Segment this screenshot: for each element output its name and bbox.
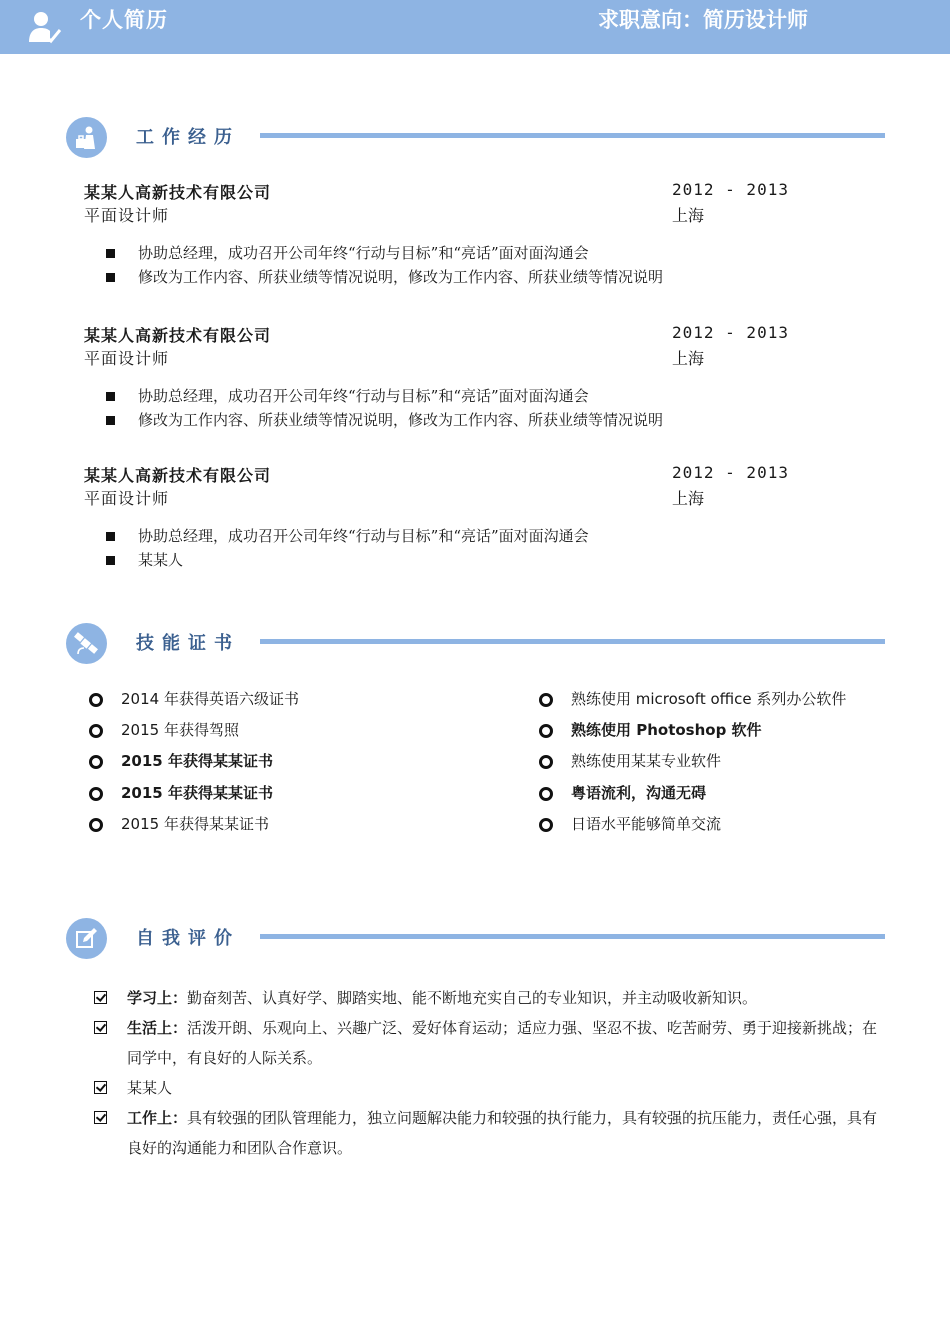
evaluation-list (92, 983, 882, 1163)
bullet-text: 协助总经理，成功召开公司年终“行动与目标”和“亮话”面对面沟通会 (138, 527, 589, 545)
skill-text: 熟练使用某某专业软件 (571, 752, 722, 771)
skills-column-right (538, 686, 846, 842)
skill-item (88, 717, 299, 748)
evaluation-item (92, 983, 882, 1013)
skill-item (538, 686, 846, 717)
section-header-skills (66, 623, 886, 665)
section-header-evaluation (66, 918, 886, 960)
edit-icon (74, 926, 99, 951)
evaluation-label: 学习上： (127, 989, 188, 1007)
ring-bullet-icon (89, 818, 103, 832)
job-period: 2012 - 2013 (672, 463, 789, 482)
skill-item (538, 717, 846, 748)
bullet-text: 某某人 (138, 551, 184, 569)
evaluation-text: 勤奋刻苦、认真好学、脚踏实地、能不断地充实自己的专业知识，并主动吸收新知识。 (187, 989, 758, 1007)
job-role: 平面设计师 (84, 349, 170, 368)
section-title: 技能证书 (136, 633, 240, 654)
square-bullet-icon (106, 416, 115, 425)
evaluation-label: 工作上： (127, 1109, 188, 1127)
section-title: 工作经历 (136, 127, 240, 148)
skill-text: 2015 年获得某某证书 (121, 814, 269, 833)
bullet-item (104, 241, 663, 265)
checkbox-checked-icon (94, 1081, 107, 1094)
skills-column-left (88, 686, 299, 842)
section-rule (260, 133, 885, 138)
job-role: 平面设计师 (84, 206, 170, 225)
ring-bullet-icon (89, 693, 103, 707)
job-intent: 求职意向：简历设计师 (598, 8, 808, 32)
skill-text: 日语水平能够简单交流 (571, 814, 722, 833)
evaluation-item (92, 1103, 882, 1163)
bullet-item (104, 524, 589, 548)
evaluation-label: 生活上： (127, 1019, 188, 1037)
header-bar (0, 0, 950, 54)
ring-bullet-icon (539, 755, 553, 769)
skill-text: 2015 年获得某某证书 (121, 783, 273, 802)
section-icon-badge (66, 117, 107, 158)
evaluation-item (92, 1073, 882, 1103)
section-header-work (66, 117, 886, 159)
ring-bullet-icon (89, 724, 103, 738)
company-name: 某某人高新技术有限公司 (84, 466, 272, 485)
skill-text: 熟练使用 microsoft office 系列办公软件 (571, 690, 847, 708)
skill-item (88, 811, 299, 842)
skill-text: 2015 年获得驾照 (121, 721, 239, 740)
square-bullet-icon (106, 556, 115, 565)
section-title: 自我评价 (136, 928, 240, 949)
job-role: 平面设计师 (84, 489, 170, 508)
skill-text: 熟练使用 Photoshop 软件 (571, 721, 762, 740)
job-bullets (104, 241, 663, 289)
square-bullet-icon (106, 273, 115, 282)
job-period: 2012 - 2013 (672, 180, 789, 199)
skill-item (88, 780, 299, 811)
bullet-item (104, 384, 663, 408)
skill-text: 粤语流利，沟通无碍 (571, 783, 707, 802)
ring-bullet-icon (539, 787, 553, 801)
bullet-text: 协助总经理，成功召开公司年终“行动与目标”和“亮话”面对面沟通会 (138, 387, 589, 405)
skill-item (538, 748, 846, 779)
section-icon-badge (66, 918, 107, 959)
ring-bullet-icon (89, 755, 103, 769)
job-city: 上海 (672, 489, 705, 508)
evaluation-text: 某某人 (127, 1079, 173, 1097)
evaluation-item (92, 1013, 882, 1073)
bullet-item (104, 265, 663, 289)
ring-bullet-icon (539, 693, 553, 707)
skill-text: 2014 年获得英语六级证书 (121, 690, 299, 708)
skill-item (538, 780, 846, 811)
section-icon-badge (66, 623, 107, 664)
briefcase-person-icon (74, 125, 99, 150)
user-check-icon (26, 9, 62, 45)
bullet-text: 协助总经理，成功召开公司年终“行动与目标”和“亮话”面对面沟通会 (138, 244, 589, 262)
evaluation-text: 活泼开朗、乐观向上、兴趣广泛、爱好体育运动；适应力强、坚忍不拔、吃苦耐劳、勇于迎接新挑战；在同学中，有良好的人际关系。 (127, 1019, 878, 1067)
ring-bullet-icon (539, 724, 553, 738)
square-bullet-icon (106, 392, 115, 401)
square-bullet-icon (106, 249, 115, 258)
skill-item (88, 748, 299, 779)
satellite-icon (74, 631, 99, 656)
section-rule (260, 639, 885, 644)
job-bullets (104, 384, 663, 432)
skill-text: 2015 年获得某某证书 (121, 752, 273, 771)
job-city: 上海 (672, 206, 705, 225)
bullet-item (104, 408, 663, 432)
section-rule (260, 934, 885, 939)
job-city: 上海 (672, 349, 705, 368)
company-name: 某某人高新技术有限公司 (84, 183, 272, 202)
ring-bullet-icon (539, 818, 553, 832)
evaluation-text: 具有较强的团队管理能力，独立问题解决能力和较强的执行能力，具有较强的抗压能力，责任心强，具有良好的沟通能力和团队合作意识。 (127, 1109, 878, 1157)
ring-bullet-icon (89, 787, 103, 801)
checkbox-checked-icon (94, 1021, 107, 1034)
skill-item (88, 686, 299, 717)
page-title: 个人简历 (80, 8, 168, 32)
job-period: 2012 - 2013 (672, 323, 789, 342)
bullet-item (104, 548, 589, 572)
job-bullets (104, 524, 589, 572)
bullet-text: 修改为工作内容、所获业绩等情况说明，修改为工作内容、所获业绩等情况说明 (138, 268, 664, 286)
skill-item (538, 811, 846, 842)
company-name: 某某人高新技术有限公司 (84, 326, 272, 345)
square-bullet-icon (106, 532, 115, 541)
bullet-text: 修改为工作内容、所获业绩等情况说明，修改为工作内容、所获业绩等情况说明 (138, 411, 664, 429)
checkbox-checked-icon (94, 991, 107, 1004)
checkbox-checked-icon (94, 1111, 107, 1124)
